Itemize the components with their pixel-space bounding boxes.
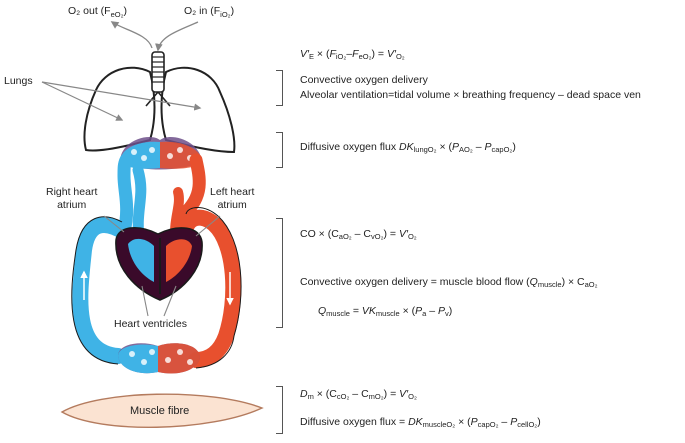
brace-convective-lung bbox=[276, 70, 283, 106]
cardiac-output-equation: CO × $(C_{aO_2} - C_{vO_2}) = V'_{O_2}$ bbox=[300, 228, 417, 241]
brace-diffusive-lung bbox=[276, 132, 283, 168]
systemic-capillary-bed bbox=[118, 343, 200, 373]
q-muscle-equation: $Q_{muscle} = VK_{muscle} \times (P_a - P_v)$ bbox=[318, 305, 453, 318]
diffusive-flux-lung-equation: Diffusive oxygen flux $DK_{lungO_2} \times (P_{AO_2} - P_{capO_2})$ bbox=[300, 141, 516, 154]
convective-delivery-title: Convective oxygen delivery bbox=[300, 74, 428, 86]
brace-circulation bbox=[276, 218, 283, 328]
o2-out-label: O₂ out $(F_{eO_2})$ bbox=[68, 5, 128, 20]
right-atrium-label: Right heart atrium bbox=[46, 186, 98, 211]
alveolar-ventilation-equation: Alveolar ventilation=tidal volume × breathing frequency – dead space ven bbox=[300, 89, 641, 101]
brace-muscle bbox=[276, 386, 283, 434]
convective-muscle-equation: Convective oxygen delivery = muscle blood flow $(Q_{muscle}) \times C_{aO_2}$ bbox=[300, 276, 598, 289]
muscle-fibre-label: Muscle fibre bbox=[130, 405, 190, 417]
left-atrium-label: Left heart atrium bbox=[210, 186, 255, 211]
ventilation-equation: $V'_E \times (F_{iO_2}-F_{eO_2}) = V'_{O_2}$ bbox=[300, 48, 405, 61]
lungs-label: Lungs bbox=[4, 75, 33, 87]
heart-ventricles-label: Heart ventricles bbox=[114, 318, 187, 330]
o2-in-label: O₂ in $(F_{iO_2})$ bbox=[184, 5, 235, 20]
o2-out-arrow bbox=[112, 22, 152, 48]
dm-equation: $D_m \times (C_{cO_2} - C_{mO_2}) = V'_{O_2}$ bbox=[300, 388, 417, 401]
heart bbox=[116, 228, 202, 300]
diffusive-flux-muscle-equation: Diffusive oxygen flux = $DK_{muscleO_2} \times (P_{capO_2} - P_{cellO_2})$ bbox=[300, 416, 541, 429]
o2-in-arrow bbox=[158, 22, 198, 50]
